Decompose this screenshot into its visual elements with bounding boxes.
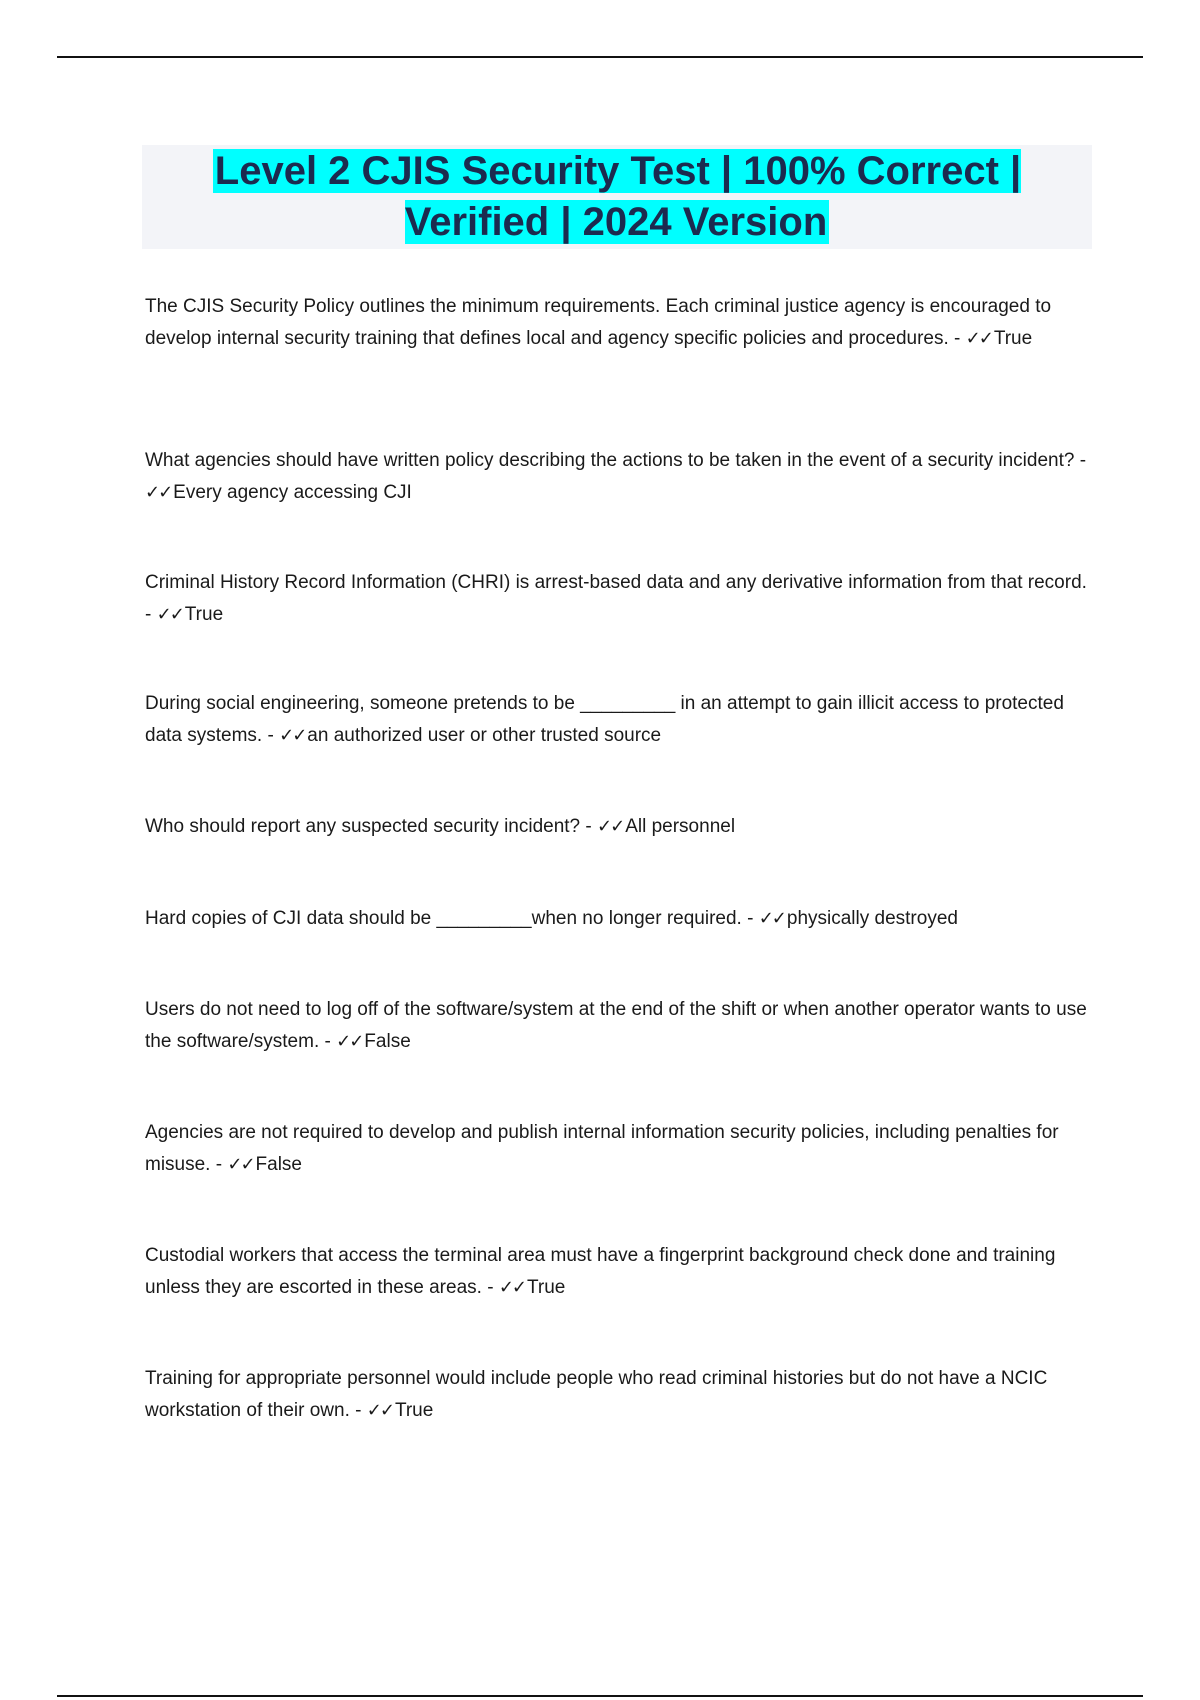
question-text: During social engineering, someone pretends to be _________ in an attempt to gain illicit access to protected data systems. [145,693,1064,746]
answer-text: an authorized user or other trusted source [307,724,662,746]
separator: - [262,724,280,746]
separator: - [481,1276,499,1298]
question-text: Users do not need to log off of the software/system at the end of the shift or when another operator wants to use the software/system. [145,999,1087,1052]
answer-text: physically destroyed [786,908,958,929]
answer-text: True [993,327,1033,349]
double-check-icon: ✓✓ [336,1030,363,1052]
separator: - [319,1030,337,1052]
separator: - [1074,450,1087,471]
double-check-icon: ✓✓ [156,603,183,625]
double-check-icon: ✓✓ [145,481,172,503]
question-text: Custodial workers that access the terminal area must have a fingerprint background check done and training unless they are escorted in these areas. [145,1245,1056,1298]
double-check-icon: ✓✓ [498,1276,525,1298]
answer-text: True [394,1399,434,1421]
answer-text: True [526,1276,566,1298]
question-text: What agencies should have written policy describing the actions to be taken in the event of a security incident? [145,450,1075,471]
bottom-rule [57,1695,1143,1697]
qa-item [145,811,1091,843]
answer-text: True [184,603,224,625]
qa-item [145,567,1091,630]
qa-item [145,994,1091,1057]
qa-item [145,1363,1091,1426]
separator: - [580,816,598,837]
answer-text: Every agency accessing CJI [173,481,412,503]
question-text: Training for appropriate personnel would include people who read criminal histories but do not have a NCIC workstation of their own. [145,1368,1048,1421]
qa-item [145,1240,1091,1303]
double-check-icon: ✓✓ [597,816,624,837]
question-text: Agencies are not required to develop and publish internal information security policies, including penalties for misuse. [145,1122,1059,1175]
qa-item [145,688,1091,751]
qa-item [145,1117,1091,1180]
answer-text: False [255,1153,302,1175]
double-check-icon: ✓✓ [279,724,306,746]
double-check-icon: ✓✓ [965,327,992,349]
double-check-icon: ✓✓ [758,908,785,929]
separator: - [741,908,759,929]
separator: - [145,603,157,625]
double-check-icon: ✓✓ [227,1153,254,1175]
question-text: Criminal History Record Information (CHRI) is arrest-based data and any derivative information from that record. [145,572,1087,593]
title-banner [142,145,1092,249]
separator: - [349,1399,367,1421]
double-check-icon: ✓✓ [366,1399,393,1421]
qa-item [145,291,1091,354]
title-highlight: Level 2 CJIS Security Test | 100% Correct | Verified | 2024 Version [214,149,1022,244]
question-text: Hard copies of CJI data should be _________when no longer required. [145,908,742,929]
question-text: The CJIS Security Policy outlines the minimum requirements. Each criminal justice agency is encouraged to develop internal security training that defines local and agency specific policies and procedures. [145,296,1052,349]
qa-item [145,445,1091,508]
separator: - [210,1153,228,1175]
question-text: Who should report any suspected security incident? [145,816,581,837]
answer-text: False [364,1030,411,1052]
document-title [167,146,1067,248]
answer-text: All personnel [625,816,736,837]
separator: - [948,327,966,349]
qa-item [145,903,1091,935]
top-rule [57,56,1143,58]
